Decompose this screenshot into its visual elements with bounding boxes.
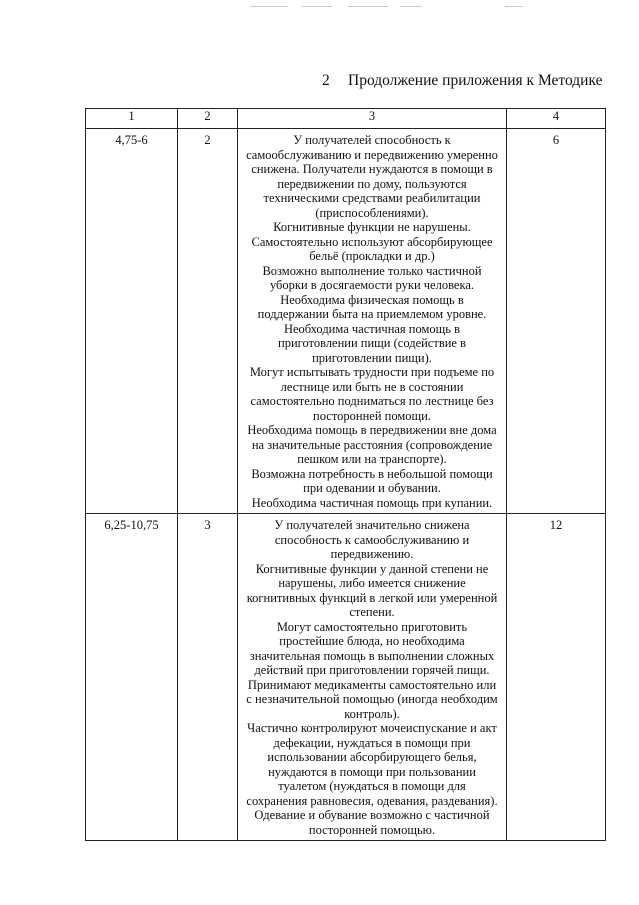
table-row (86, 514, 606, 841)
points-cell: 12 (507, 514, 606, 841)
description-cell (238, 514, 507, 841)
description-line: контроль). (344, 706, 400, 721)
table-header-row (86, 109, 606, 129)
description-line: Могут самостоятельно приготовить (276, 619, 468, 634)
description-line: способность к самообслуживанию и (274, 532, 470, 547)
points-cell: 6 (507, 129, 606, 514)
description-line: снижена. Получатели нуждаются в помощи в (251, 162, 493, 176)
description-line: самостоятельно подниматься по лестнице без (250, 394, 494, 408)
description-line: Частично контролируют мочеиспускание и акт (247, 721, 497, 735)
description-line: посторонней помощью. (308, 822, 436, 837)
description-line: когнитивных функций в легкой или умеренной (246, 590, 498, 605)
column-header-2: 2 (178, 109, 238, 129)
group-cell: 2 (178, 129, 238, 514)
column-header-1: 1 (86, 109, 178, 129)
description-line: (приспособлениями). (315, 205, 429, 220)
description-line: уборки в досягаемости руки человека. (269, 278, 475, 292)
page-number: 2 (322, 72, 330, 89)
description-line: самообслуживанию и передвижению умеренно (246, 147, 498, 162)
description-line: бельё (прокладки и др.) (309, 249, 435, 263)
description-line: Могут испытывать трудности при подъеме по (249, 365, 495, 379)
description-line: Одевание и обувание возможно с частичной (254, 808, 490, 822)
description-line: Необходима частичная помощь при купании. (251, 495, 493, 510)
description-line: дефекации, нуждаться в помощи при (273, 735, 471, 750)
description-line: с незначительной помощью (иногда необходим (246, 692, 498, 706)
description-line: поддержании быта на приемлемом уровне. (257, 307, 487, 321)
description-line: использовании абсорбирующего белья, (267, 750, 477, 764)
description-line: лестнице или быть не в состоянии (280, 379, 464, 394)
group-cell: 3 (178, 514, 238, 841)
description-cell (238, 129, 507, 514)
score-range-cell: 4,75-6 (86, 129, 178, 514)
assessment-table (85, 108, 606, 841)
description-line: сохранения равновесия, одевания, раздевания). (246, 793, 498, 808)
description-line: приготовлении пищи (содействие в (278, 336, 466, 350)
description-line: значительная помощь в выполнении сложных (249, 648, 495, 663)
description-line: Когнитивные функции не нарушены. (273, 220, 471, 234)
column-header-4: 4 (507, 109, 606, 129)
description-line: техническими средствами реабилитации (263, 191, 481, 205)
column-header-3: 3 (238, 109, 507, 129)
description-line: Принимают медикаменты самостоятельно или (247, 677, 497, 692)
scan-artifact-marks (240, 6, 540, 9)
description-line: передвижении по дому, пользуются (277, 176, 467, 191)
description-line: Когнитивные функции у данной степени не (255, 561, 489, 576)
description-line: Необходима помощь в передвижении вне дома (247, 423, 497, 437)
description-line: простейшие блюда, но необходима (279, 634, 465, 648)
description-line: степени. (349, 605, 395, 619)
description-line: Необходима физическая помощь в (280, 292, 464, 307)
description-line: при одевании и обувании. (303, 481, 441, 495)
description-line: нуждаются в помощи при пользовании (268, 764, 476, 779)
score-range-cell: 6,25-10,75 (86, 514, 178, 841)
description-line: Возможно выполнение только частичной (262, 263, 482, 278)
description-line: действий при приготовлении горячей пищи. (254, 663, 490, 677)
table-row (86, 129, 606, 514)
description-line: на значительные расстояния (сопровождение (251, 437, 493, 452)
description-line: пешком или на транспорте). (297, 452, 447, 466)
page-header-title: Продолжение приложения к Методике (348, 72, 603, 89)
description-line: У получателей способность к (293, 133, 451, 147)
description-line: туалетом (нуждаться в помощи для (278, 779, 466, 793)
description-line: У получателей значительно снижена (274, 518, 470, 532)
description-line: Возможна потребность в небольшой помощи (251, 466, 493, 481)
description-line: приготовлении пищи). (312, 350, 432, 365)
description-line: передвижению. (330, 547, 414, 561)
page-header (322, 72, 605, 90)
description-line: Необходима частичная помощь в (283, 321, 461, 336)
description-line: нарушены, либо имеется снижение (278, 576, 466, 590)
description-line: Самостоятельно используют абсорбирующее (251, 234, 493, 249)
description-line: посторонней помощи. (313, 408, 431, 423)
